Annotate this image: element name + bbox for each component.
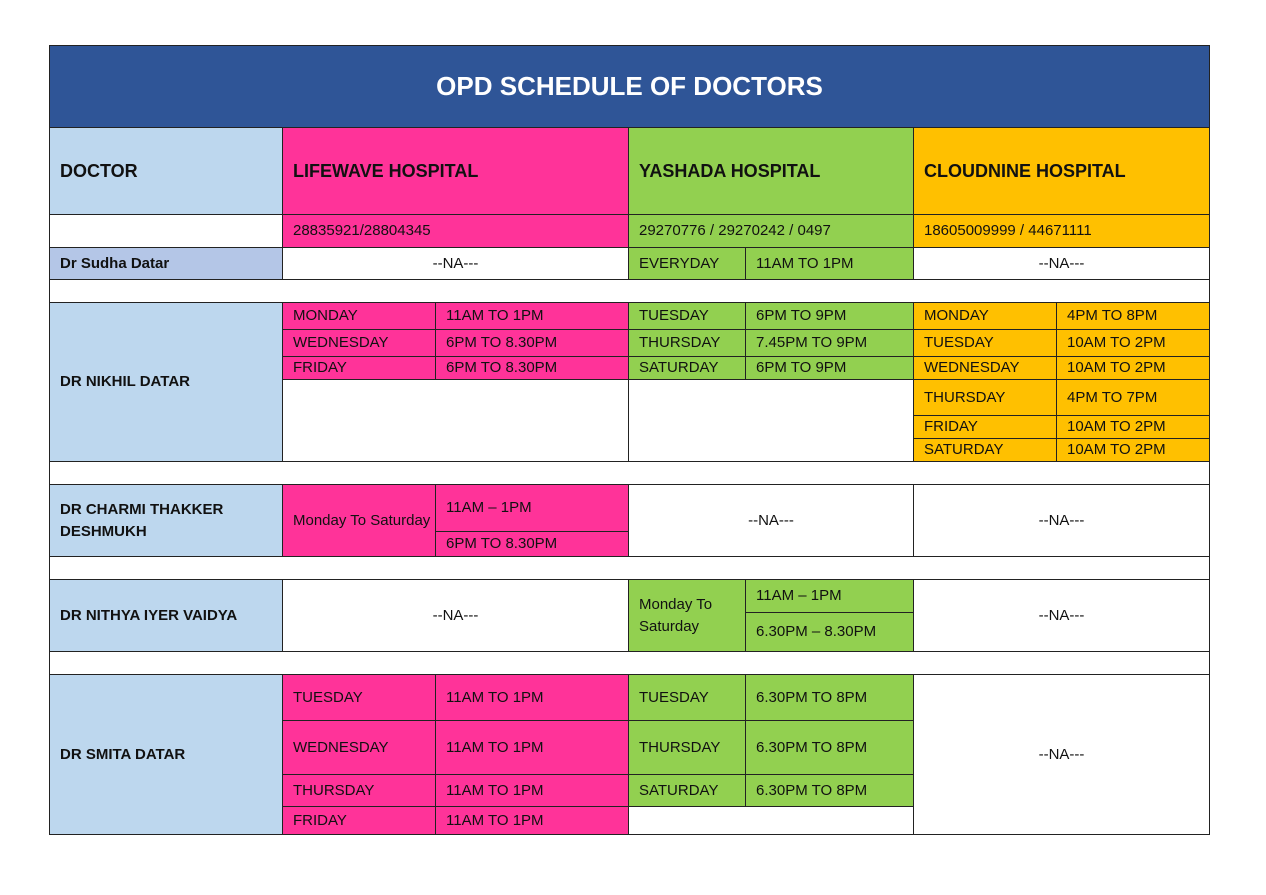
smita-lifewave-day: WEDNESDAY <box>283 721 436 775</box>
nikhil-lifewave-day: FRIDAY <box>283 357 436 380</box>
charmi-cloudnine-na: --NA--- <box>914 485 1210 557</box>
nikhil-cloudnine-time: 10AM TO 2PM <box>1057 357 1210 380</box>
smita-yashada-time: 6.30PM TO 8PM <box>746 675 914 721</box>
nikhil-lifewave-blank <box>283 380 629 462</box>
sudha-yashada-day: EVERYDAY <box>629 248 746 280</box>
smita-yashada-day: SATURDAY <box>629 775 746 807</box>
nikhil-yashada-time: 6PM TO 9PM <box>746 303 914 330</box>
nikhil-cloudnine-time: 10AM TO 2PM <box>1057 330 1210 357</box>
spacer-row <box>49 557 1210 580</box>
header-yashada-hospital: YASHADA HOSPITAL <box>629 128 914 215</box>
sudha-lifewave-na: --NA--- <box>283 248 629 280</box>
smita-yashada-time: 6.30PM TO 8PM <box>746 721 914 775</box>
spacer-row <box>49 462 1210 485</box>
header-lifewave-hospital: LIFEWAVE HOSPITAL <box>283 128 629 215</box>
nithya-yashada-days: Monday To Saturday <box>629 580 746 652</box>
nikhil-cloudnine-day: FRIDAY <box>914 416 1057 439</box>
nikhil-cloudnine-time: 4PM TO 7PM <box>1057 380 1210 416</box>
nikhil-yashada-day: THURSDAY <box>629 330 746 357</box>
nikhil-cloudnine-time: 10AM TO 2PM <box>1057 416 1210 439</box>
nikhil-lifewave-day: WEDNESDAY <box>283 330 436 357</box>
nikhil-yashada-time: 7.45PM TO 9PM <box>746 330 914 357</box>
phone-yashada: 29270776 / 29270242 / 0497 <box>629 215 914 248</box>
charmi-lifewave-days: Monday To Saturday <box>283 485 436 557</box>
spacer-row <box>49 652 1210 675</box>
nikhil-lifewave-day: MONDAY <box>283 303 436 330</box>
nikhil-yashada-time: 6PM TO 9PM <box>746 357 914 380</box>
smita-cloudnine-na: --NA--- <box>914 675 1210 835</box>
smita-lifewave-day: THURSDAY <box>283 775 436 807</box>
nikhil-lifewave-time: 11AM TO 1PM <box>436 303 629 330</box>
nikhil-lifewave-time: 6PM TO 8.30PM <box>436 357 629 380</box>
smita-lifewave-time: 11AM TO 1PM <box>436 721 629 775</box>
doctor-sudha-datar: Dr Sudha Datar <box>49 248 283 280</box>
nikhil-yashada-day: TUESDAY <box>629 303 746 330</box>
smita-yashada-blank <box>629 807 914 835</box>
smita-yashada-day: TUESDAY <box>629 675 746 721</box>
smita-lifewave-time: 11AM TO 1PM <box>436 675 629 721</box>
phone-cloudnine: 18605009999 / 44671111 <box>914 215 1210 248</box>
phone-lifewave: 28835921/28804345 <box>283 215 629 248</box>
spacer-row <box>49 280 1210 303</box>
smita-yashada-day: THURSDAY <box>629 721 746 775</box>
charmi-lifewave-time-1: 11AM – 1PM <box>436 485 629 532</box>
doctor-nithya-iyer-vaidya: DR NITHYA IYER VAIDYA <box>49 580 283 652</box>
smita-lifewave-time: 11AM TO 1PM <box>436 807 629 835</box>
phone-row-blank <box>49 215 283 248</box>
smita-lifewave-day: FRIDAY <box>283 807 436 835</box>
nikhil-cloudnine-time: 4PM TO 8PM <box>1057 303 1210 330</box>
header-doctor: DOCTOR <box>49 128 283 215</box>
header-cloudnine-hospital: CLOUDNINE HOSPITAL <box>914 128 1210 215</box>
nikhil-cloudnine-day: THURSDAY <box>914 380 1057 416</box>
smita-lifewave-day: TUESDAY <box>283 675 436 721</box>
nikhil-lifewave-time: 6PM TO 8.30PM <box>436 330 629 357</box>
doctor-nikhil-datar: DR NIKHIL DATAR <box>49 303 283 462</box>
nikhil-cloudnine-day: MONDAY <box>914 303 1057 330</box>
nithya-lifewave-na: --NA--- <box>283 580 629 652</box>
sudha-yashada-time: 11AM TO 1PM <box>746 248 914 280</box>
sudha-cloudnine-na: --NA--- <box>914 248 1210 280</box>
smita-yashada-time: 6.30PM TO 8PM <box>746 775 914 807</box>
nikhil-cloudnine-day: SATURDAY <box>914 439 1057 462</box>
nithya-yashada-time-2: 6.30PM – 8.30PM <box>746 613 914 652</box>
nikhil-cloudnine-day: WEDNESDAY <box>914 357 1057 380</box>
nithya-cloudnine-na: --NA--- <box>914 580 1210 652</box>
nikhil-yashada-day: SATURDAY <box>629 357 746 380</box>
smita-lifewave-time: 11AM TO 1PM <box>436 775 629 807</box>
page-title: OPD SCHEDULE OF DOCTORS <box>49 45 1210 128</box>
charmi-yashada-na: --NA--- <box>629 485 914 557</box>
doctor-charmi-thakker-deshmukh: DR CHARMI THAKKER DESHMUKH <box>49 485 283 557</box>
nithya-yashada-time-1: 11AM – 1PM <box>746 580 914 613</box>
opd-schedule-table <box>49 45 1210 835</box>
nikhil-cloudnine-day: TUESDAY <box>914 330 1057 357</box>
doctor-smita-datar: DR SMITA DATAR <box>49 675 283 835</box>
nikhil-yashada-blank <box>629 380 914 462</box>
nikhil-cloudnine-time: 10AM TO 2PM <box>1057 439 1210 462</box>
charmi-lifewave-time-2: 6PM TO 8.30PM <box>436 532 629 557</box>
